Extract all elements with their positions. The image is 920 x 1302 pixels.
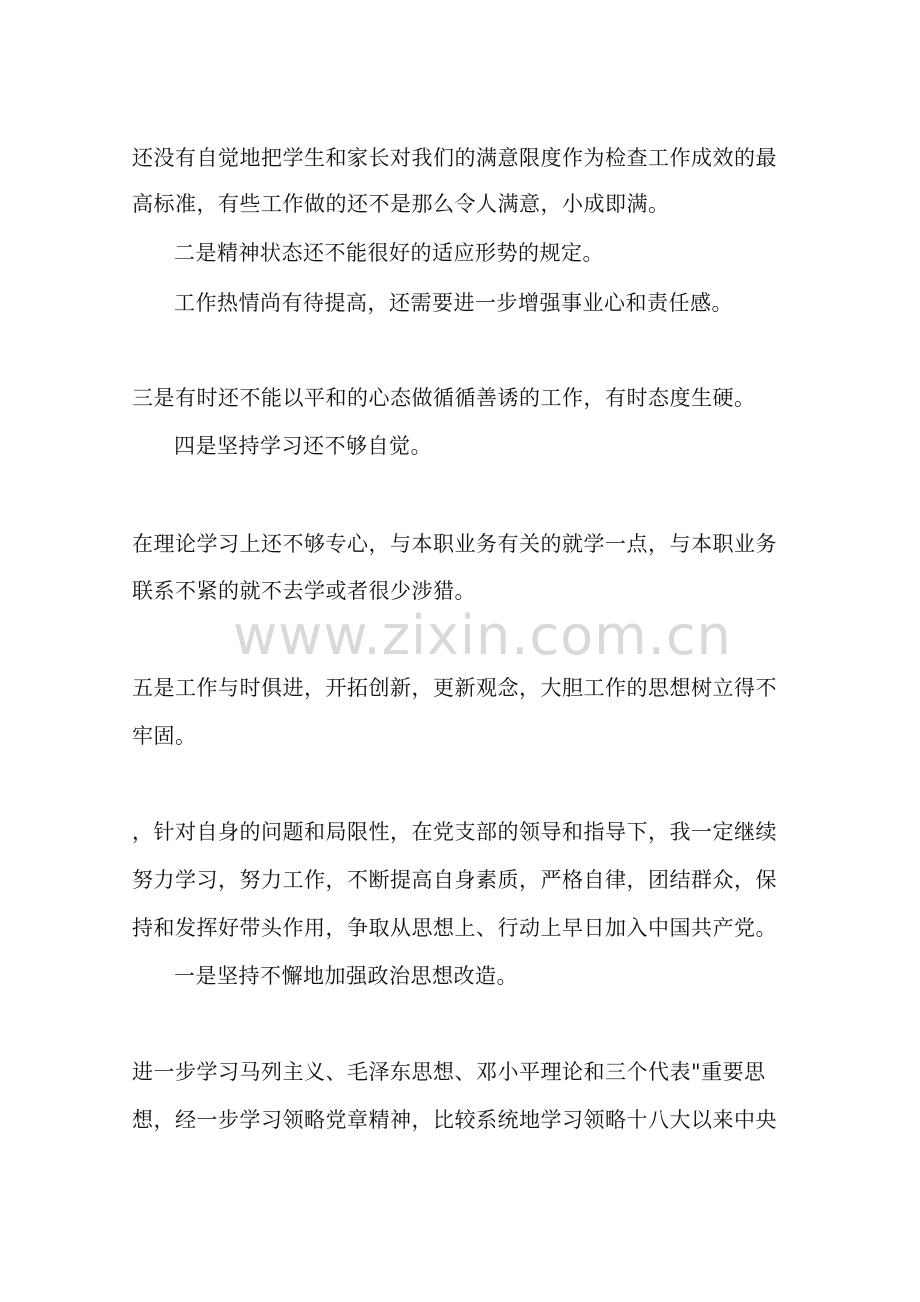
text-line: 在理论学习上还不够专心，与本职业务有关的就学一点，与本职业务 xyxy=(132,532,777,556)
text-line: 进一步学习马列主义、毛泽东思想、邓小平理论和三个代表"重要思 xyxy=(132,1060,766,1084)
text-line: 高标准，有些工作做的还不是那么令人满意，小成即满。 xyxy=(132,192,670,216)
text-line: 二是精神状态还不能很好的适应形势的规定。 xyxy=(174,241,604,265)
text-line: 牢固。 xyxy=(132,724,197,748)
text-line: 持和发挥好带头作用，争取从思想上、行动上早日加入中国共产党。 xyxy=(132,916,777,940)
text-line: 三是有时还不能以平和的心态做循循善诱的工作，有时态度生硬。 xyxy=(132,386,756,410)
text-line: ，针对自身的问题和局限性，在党支部的领导和指导下，我一定继续 xyxy=(132,820,777,844)
text-line: 一是坚持不懈地加强政治思想改造。 xyxy=(174,964,518,988)
text-line: 工作热情尚有待提高，还需要进一步增强事业心和责任感。 xyxy=(174,291,733,315)
text-line: 努力学习，努力工作，不断提高自身素质，严格自律，团结群众，保 xyxy=(132,868,777,892)
text-line: 五是工作与时俱进，开拓创新，更新观念，大胆工作的思想树立得不 xyxy=(132,676,777,700)
watermark: www.zixin.com.cn xyxy=(233,604,732,667)
text-line: 还没有自觉地把学生和家长对我们的满意限度作为检查工作成效的最 xyxy=(132,146,777,170)
text-line: 联系不紧的就不去学或者很少涉猎。 xyxy=(132,579,476,603)
text-line: 想，经一步学习领略党章精神，比较系统地学习领略十八大以来中央 xyxy=(132,1108,777,1132)
text-line: 四是坚持学习还不够自觉。 xyxy=(174,434,432,458)
